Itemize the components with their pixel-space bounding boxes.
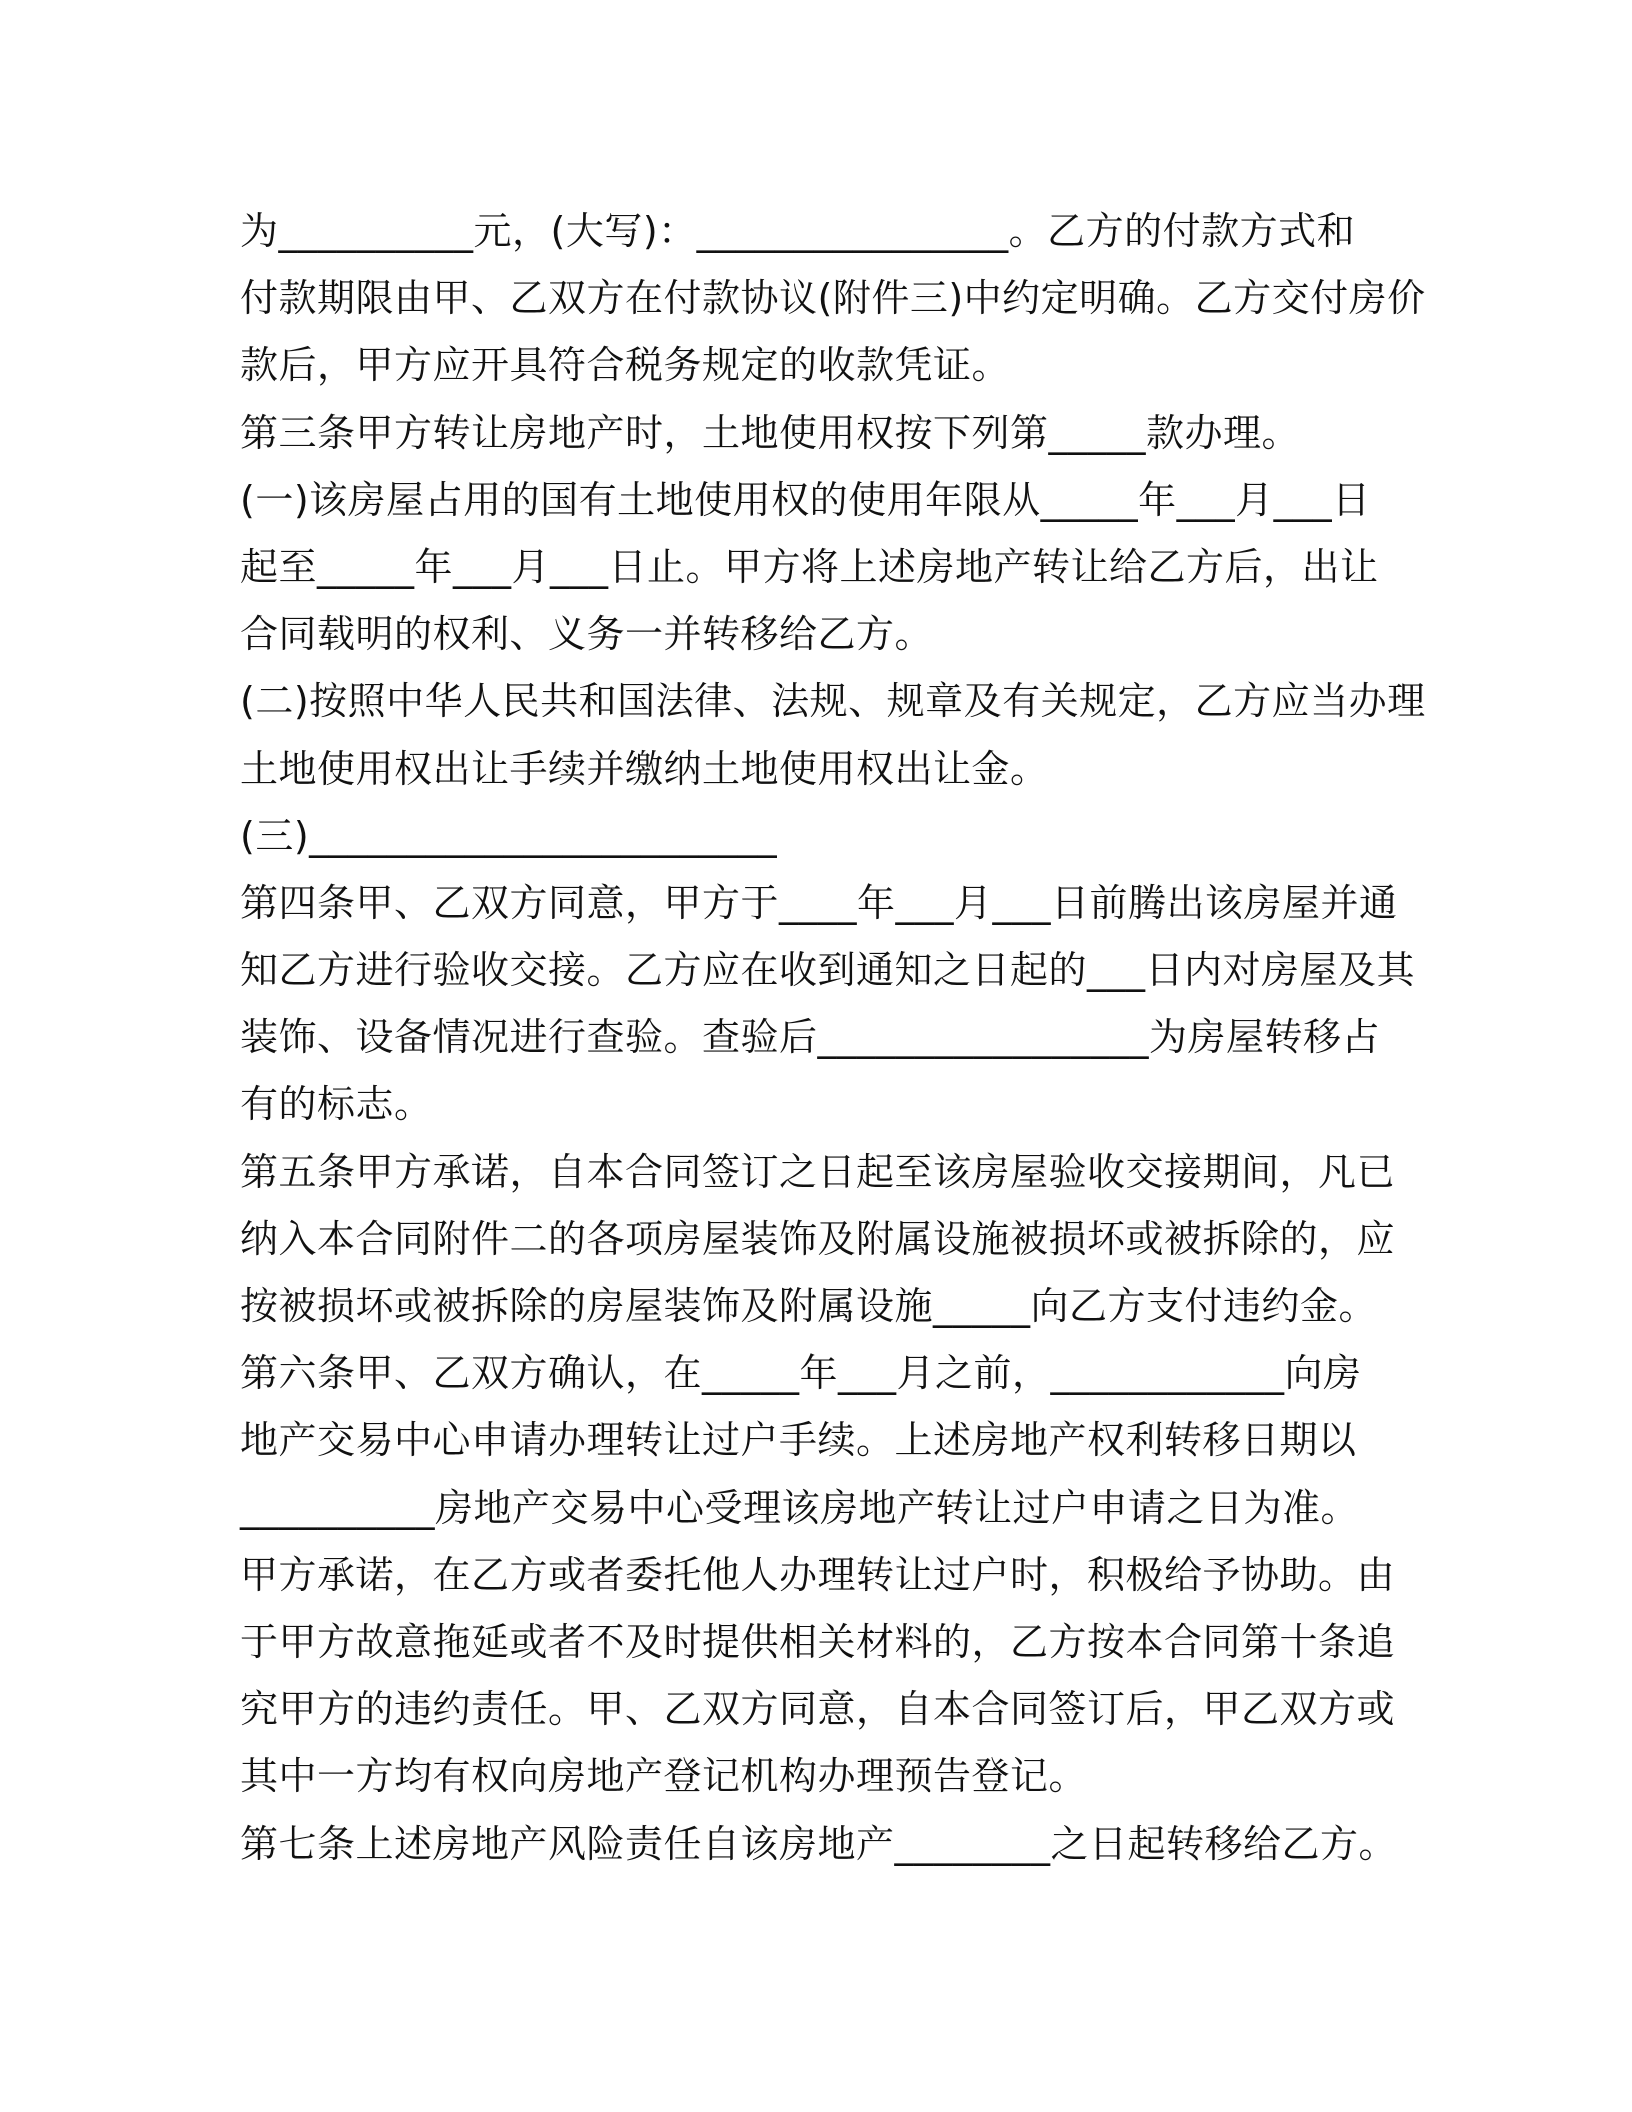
text-line: 起至_____年___月___日止。甲方将上述房地产转让给乙方后，出让	[240, 544, 1379, 589]
text-line: 第七条上述房地产风险责任自该房地产________之日起转移给乙方。	[240, 1821, 1398, 1866]
text-line: 知乙方进行验收交接。乙方应在收到通知之日起的___日内对房屋及其	[240, 948, 1416, 993]
text-line: 究甲方的违约责任。甲、乙双方同意，自本合同签订后，甲乙双方或	[240, 1687, 1396, 1732]
text-line: 有的标志。	[240, 1082, 433, 1127]
text-line: 第三条甲方转让房地产时，土地使用权按下列第_____款办理。	[240, 410, 1301, 455]
text-line: 按被损坏或被拆除的房屋装饰及附属设施_____向乙方支付违约金。	[240, 1284, 1378, 1328]
text-line: 甲方承诺，在乙方或者委托他人办理转让过户时，积极给予协助。由	[240, 1552, 1396, 1597]
text-line: 纳入本合同附件二的各项房屋装饰及附属设施被损坏或被拆除的，应	[240, 1216, 1396, 1261]
contract-text	[240, 198, 1426, 1878]
text-line: 合同载明的权利、义务一并转移给乙方。	[240, 612, 934, 657]
text-line: 装饰、设备情况进行查验。查验后_________________为房屋转移占	[240, 1015, 1381, 1060]
text-line: 其中一方均有权向房地产登记机构办理预告登记。	[240, 1754, 1088, 1799]
text-line: (三)________________________	[240, 813, 778, 858]
text-line: 第四条甲、乙双方同意，甲方于____年___月___日前腾出该房屋并通	[240, 880, 1398, 925]
text-line: (一)该房屋占用的国有土地使用权的使用年限从_____年___月___日	[240, 477, 1371, 522]
text-line: 款后，甲方应开具符合税务规定的收款凭证。	[240, 343, 1011, 388]
text-line: 第五条甲方承诺，自本合同签订之日起至该房屋验收交接期间，凡已	[240, 1149, 1396, 1194]
text-line: 土地使用权出让手续并缴纳土地使用权出让金。	[240, 746, 1049, 791]
text-line: 第六条甲、乙双方确认，在_____年___月之前，____________向房	[240, 1351, 1362, 1396]
text-line: 付款期限由甲、乙双方在付款协议(附件三)中约定明确。乙方交付房价	[240, 276, 1426, 321]
text-line: 为__________元，(大写)：________________。乙方的付款方式和	[240, 209, 1356, 253]
text-line: (二)按照中华人民共和国法律、法规、规章及有关规定，乙方应当办理	[240, 679, 1426, 724]
text-line: 于甲方故意拖延或者不及时提供相关材料的，乙方按本合同第十条追	[240, 1619, 1396, 1664]
text-line: 地产交易中心申请办理转让过户手续。上述房地产权利转移日期以	[240, 1418, 1357, 1463]
text-line: __________房地产交易中心受理该房地产转让过户申请之日为准。	[240, 1485, 1360, 1530]
